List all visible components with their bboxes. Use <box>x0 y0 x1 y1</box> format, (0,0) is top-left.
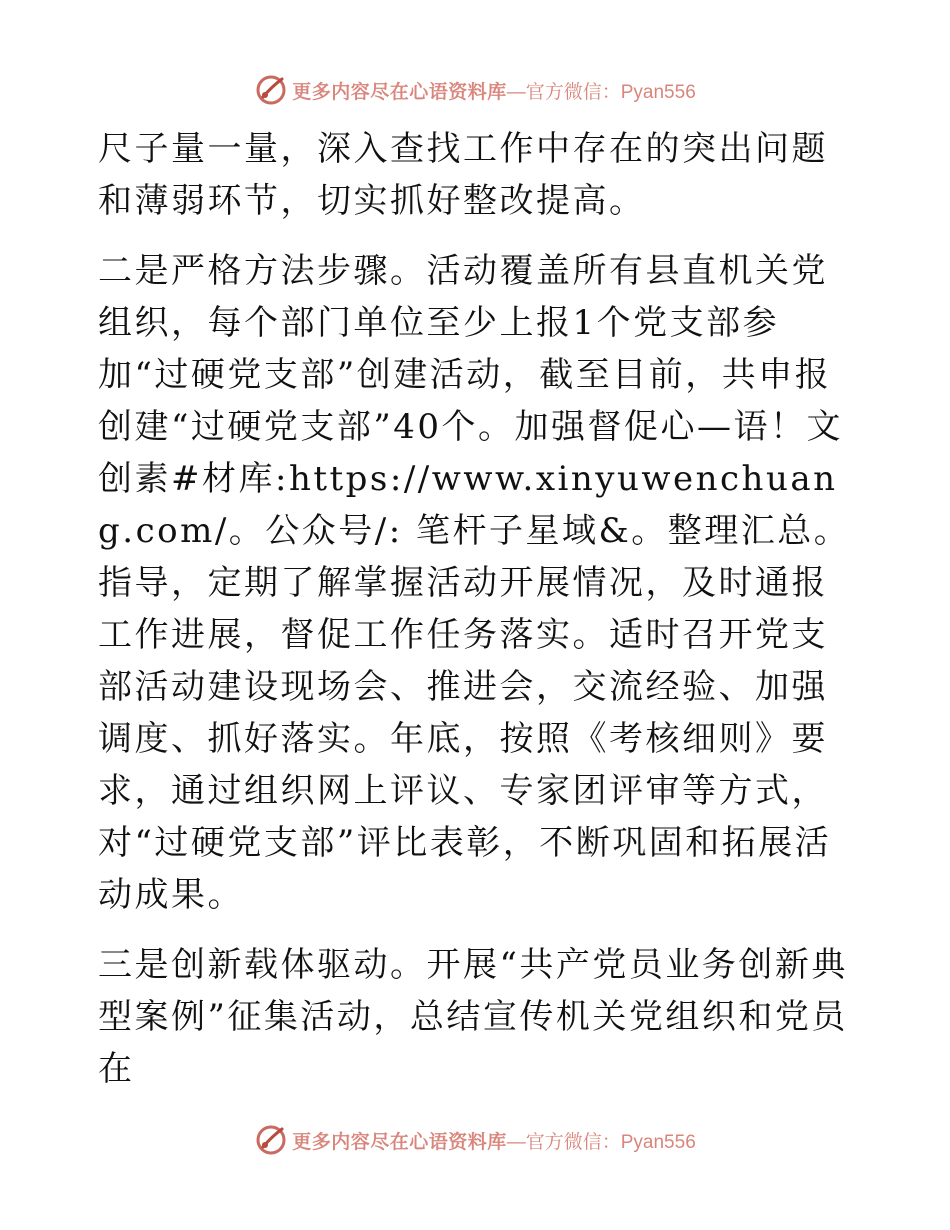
watermark-main-text: 更多内容尽在心语资料库 <box>292 1130 507 1153</box>
paragraph-2: 二是严格方法步骤。活动覆盖所有县直机关党组织，每个部门单位至少上报1个党支部参加“过硬党支部”创建活动，截至目前，共申报创建“过硬党支部”40个。加强督促心—语！文创素#材库:https://www.xinyuwenchuang.com/。公众号/: 笔杆子星域&。整理汇总。指导，定期了解掌握活动开展情况，及时通报工作进展，督促工作任务落实。适时召开党支部活动建设现场会、推进会，交流经验、加强调度、抓好落实。年底，按照《考核细则》要求，通过组织网上评议、专家团评审等方式，对“过硬党支部”评比表彰，不断巩固和拓展活动成果。 <box>98 251 851 915</box>
brush-ink-logo-icon <box>254 73 288 107</box>
paragraph-3: 三是创新载体驱动。开展“共产党员业务创新典型案例”征集活动，总结宣传机关党组织和党员在 <box>98 945 848 1089</box>
watermark-sub-text: —官方微信：Pyan556 <box>506 81 696 103</box>
watermark-sub-text: —官方微信：Pyan556 <box>506 1131 696 1153</box>
document-body <box>98 123 858 1095</box>
header-watermark <box>0 70 950 110</box>
brush-ink-logo-icon <box>254 1123 288 1157</box>
footer-watermark <box>0 1120 950 1160</box>
paragraph-1: 尺子量一量，深入查找工作中存在的突出问题和薄弱环节，切实抓好整改提高。 <box>98 129 828 221</box>
watermark-main-text: 更多内容尽在心语资料库 <box>292 80 507 103</box>
